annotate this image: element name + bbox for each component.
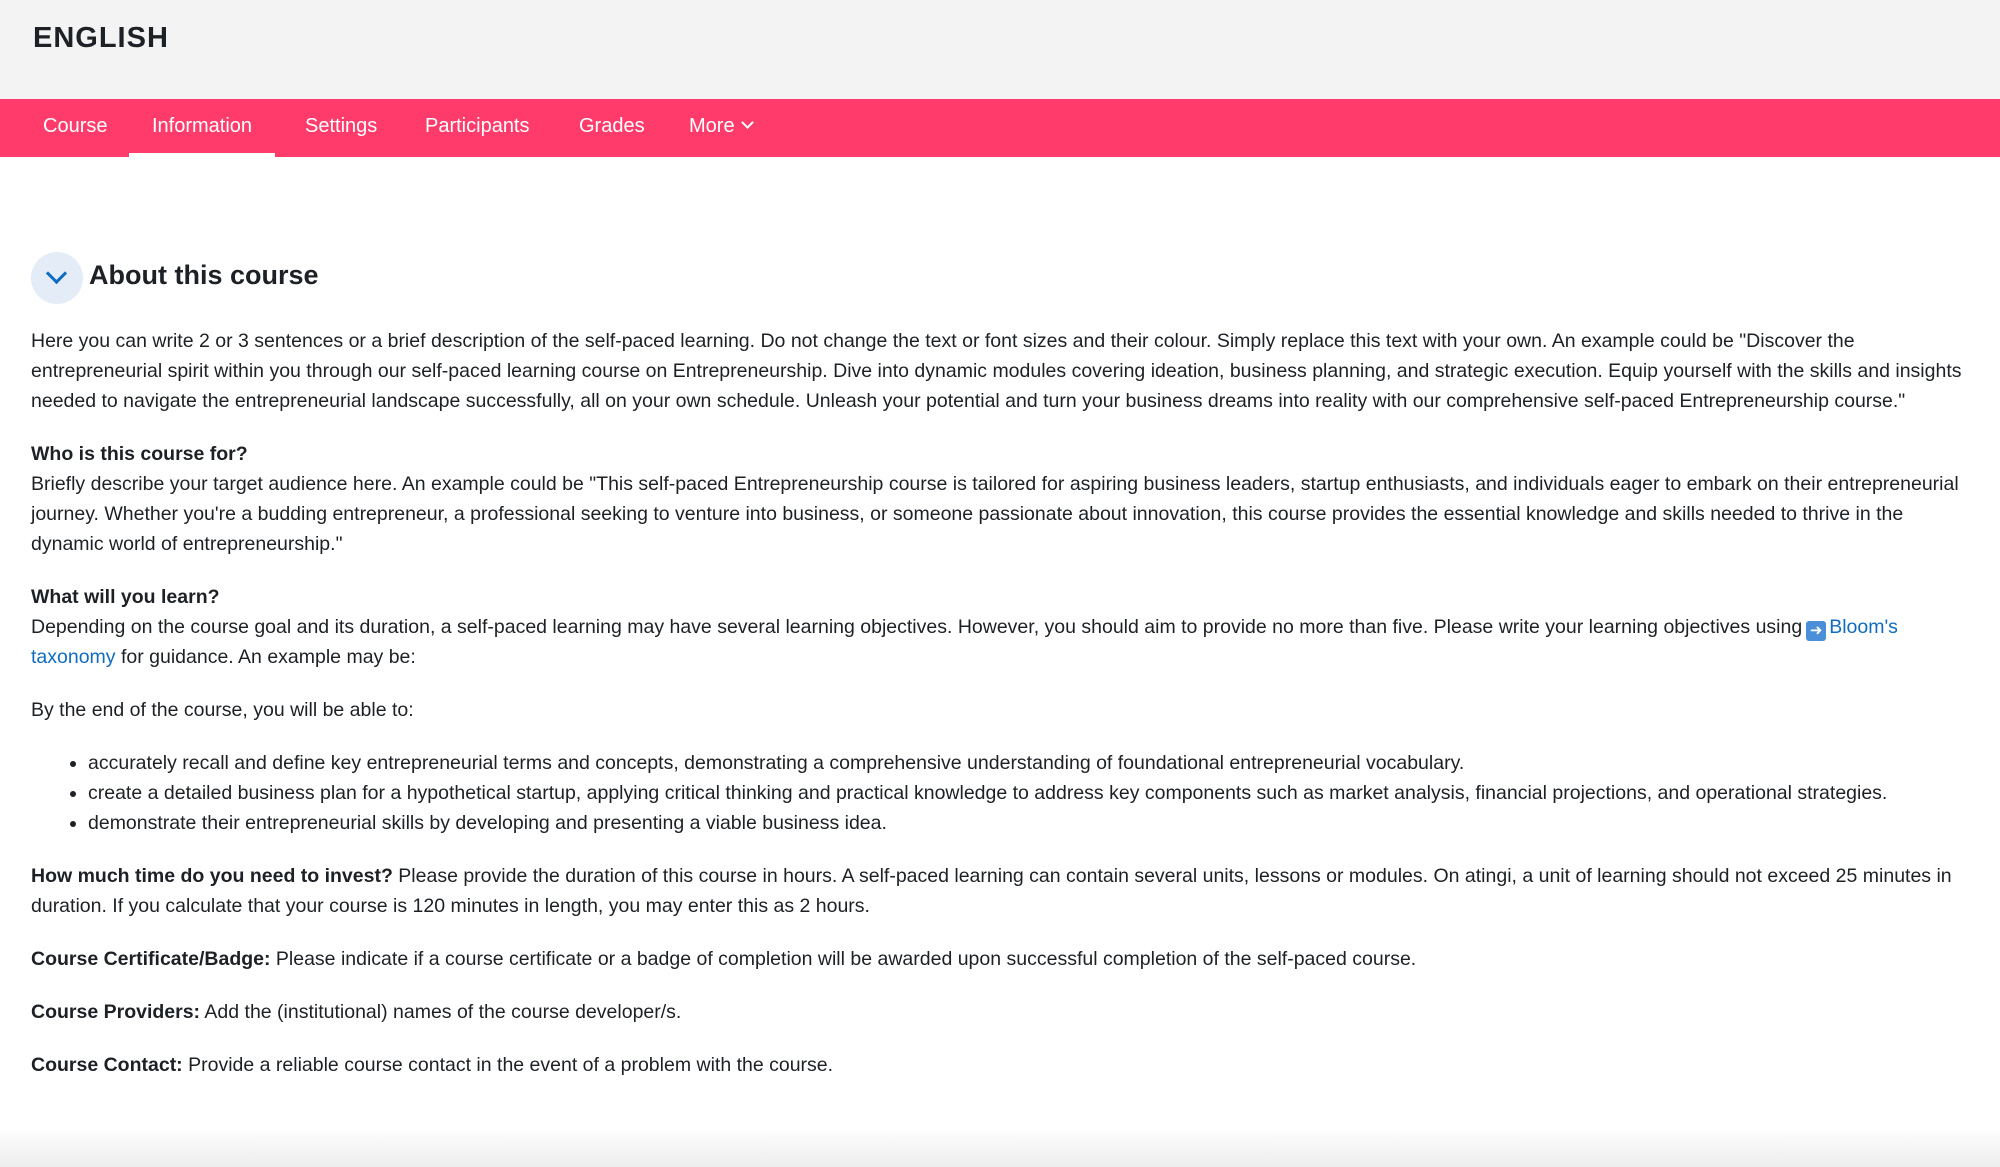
providers-text: Add the (institutional) names of the course developer/s.: [204, 1001, 682, 1023]
learn-text-after: for guidance. An example may be:: [120, 646, 416, 668]
chevron-down-icon: [741, 116, 754, 129]
tab-information[interactable]: Information: [152, 99, 252, 157]
certificate-label: Course Certificate/Badge:: [31, 948, 271, 970]
audience-section: [31, 439, 1971, 559]
audience-heading: Who is this course for?: [31, 443, 248, 465]
learn-heading: What will you learn?: [31, 586, 220, 608]
bottom-fade: [0, 1127, 2000, 1167]
providers-section: [31, 997, 1971, 1027]
tab-more-label: More: [689, 115, 735, 137]
learn-section: [31, 582, 1971, 672]
providers-label: Course Providers:: [31, 1001, 201, 1023]
tab-course[interactable]: Course: [43, 115, 108, 137]
contact-text: Provide a reliable course contact in the event of a problem with the course.: [188, 1054, 834, 1076]
time-text: Please provide the duration of this course in hours. A self-paced learning can contain several units, lessons or modules. On atingi, a unit of learning should not exceed 25 minutes in duration. If you calculate that your course is 120 minutes in length, you may enter this as 2 hours.: [31, 865, 1952, 917]
audience-text: Briefly describe your target audience here. An example could be "This self-paced Entrepreneurship course is tailored for aspiring business leaders, startup enthusiasts, and individuals eager to embark on their entrepreneurial journey. Whether you're a budding entrepreneur, a professional seeking to venture into business, or someone passionate about innovation, this course provides the essential knowledge and skills needed to thrive in the dynamic world of entrepreneurship.": [31, 473, 1959, 555]
tab-participants[interactable]: Participants: [425, 115, 530, 137]
time-section: [31, 861, 1971, 921]
certificate-section: [31, 944, 1971, 974]
collapse-section-button[interactable]: [31, 252, 83, 304]
tab-more[interactable]: [689, 99, 752, 157]
intro-paragraph: Here you can write 2 or 3 sentences or a brief description of the self-paced learning. Do not change the text or font sizes and their colour. Simply replace this text with your own. An example could be "Discover the entrepreneurial spirit within you through our self-paced learning course on Entrepreneurship. Dive into dynamic modules covering ideation, business planning, and strategic execution. Equip yourself with the skills and insights needed to navigate the entrepreneurial landscape successfully, all on your own schedule. Unleash your potential and turn your business dreams into reality with our comprehensive self-paced Entrepreneurship course.": [31, 330, 1962, 412]
certificate-text: Please indicate if a course certificate or a badge of completion will be awarded upon successful completion of the self-paced course.: [275, 948, 1417, 970]
section-title: About this course: [89, 260, 319, 290]
objectives-list: [31, 748, 1971, 838]
tab-grades[interactable]: Grades: [579, 115, 645, 137]
page-header: [0, 0, 2000, 99]
tab-settings[interactable]: Settings: [305, 115, 378, 137]
objectives-intro: By the end of the course, you will be able to:: [31, 699, 414, 721]
contact-label: Course Contact:: [31, 1054, 183, 1076]
course-summary: [31, 326, 1971, 1103]
contact-section: [31, 1050, 1971, 1080]
list-item: • accurately recall and define key entrepreneurial terms and concepts, demonstrating a comprehensive understanding of foundational entrepreneurial vocabulary.: [88, 748, 1971, 778]
secondary-navigation: [0, 99, 2000, 157]
list-item: • create a detailed business plan for a hypothetical startup, applying critical thinking and practical knowledge to address key components such as market analysis, financial projections, and operational strategies.: [88, 778, 1971, 808]
course-title: ENGLISH: [33, 22, 169, 54]
time-label: How much time do you need to invest?: [31, 865, 393, 887]
right-arrow-icon: ➜: [1806, 621, 1826, 641]
list-item: • demonstrate their entrepreneurial skills by developing and presenting a viable business idea.: [88, 808, 1971, 838]
learn-text: Depending on the course goal and its duration, a self-paced learning may have several learning objectives. However, you should aim to provide no more than five. Please write your learning objectives using: [31, 616, 1803, 638]
blooms-taxonomy-link[interactable]: Bloom's taxonomy: [31, 616, 1898, 668]
